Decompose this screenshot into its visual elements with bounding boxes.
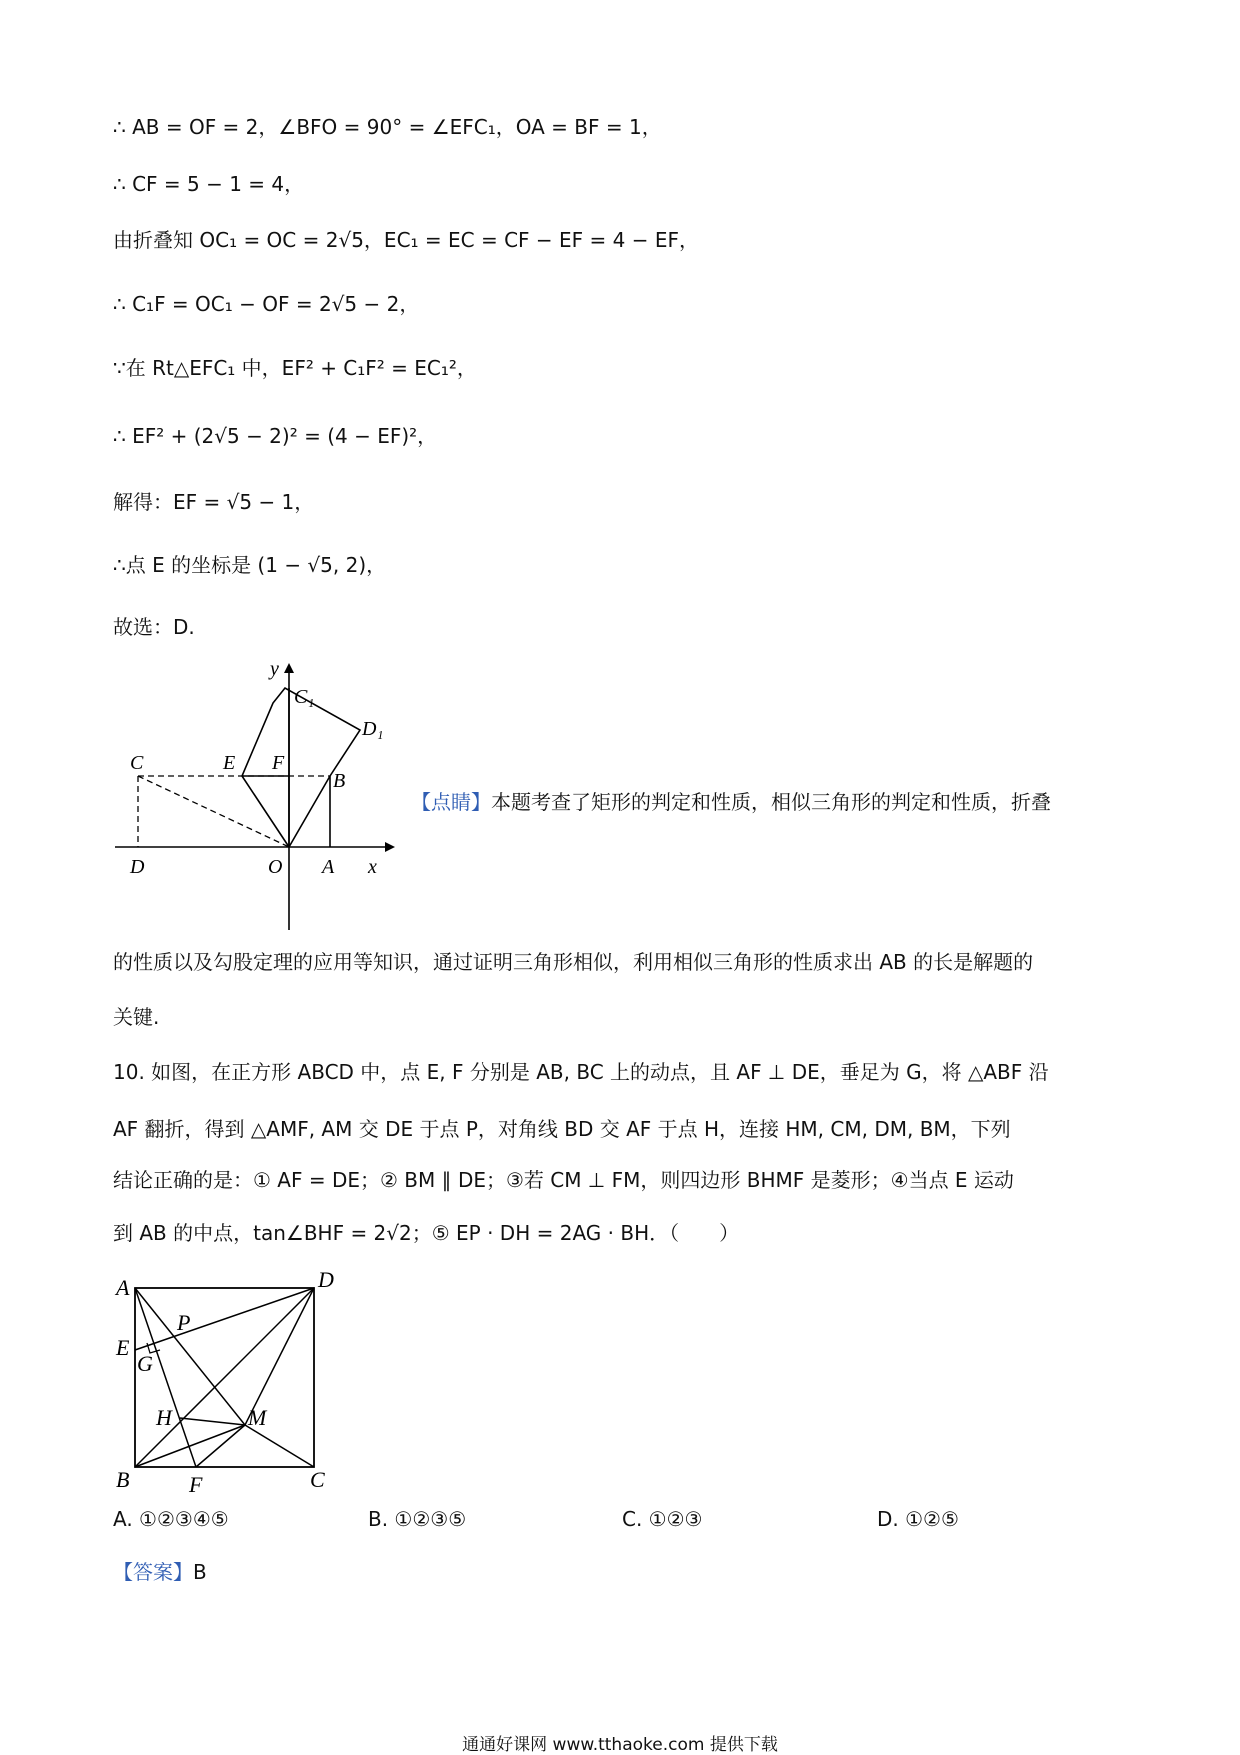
option-c: C. ①②③ bbox=[622, 1507, 703, 1531]
answer-value: B bbox=[193, 1560, 207, 1584]
label-c1: C₁ bbox=[294, 686, 315, 708]
solution-line-9: 故选：D. bbox=[113, 615, 195, 639]
segment-cm bbox=[245, 1425, 314, 1467]
option-a: A. ①②③④⑤ bbox=[113, 1507, 229, 1531]
label-e: E bbox=[223, 752, 236, 774]
label-x: x bbox=[368, 856, 377, 878]
comment-line-3: 关键. bbox=[113, 1005, 160, 1029]
label-y: y bbox=[270, 658, 279, 680]
comment-text-1: 本题考查了矩形的判定和性质，相似三角形的判定和性质，折叠 bbox=[491, 790, 1051, 814]
label-c: C bbox=[310, 1467, 325, 1492]
figure-coordinate-diagram bbox=[110, 655, 400, 935]
question-line-1: 10. 如图，在正方形 ABCD 中，点 E, F 分别是 AB, BC 上的动点，且 AF ⊥ DE，垂足为 G，将 △ABF 沿 bbox=[113, 1060, 1049, 1084]
label-a: A bbox=[322, 856, 335, 878]
segment-hm bbox=[180, 1418, 245, 1425]
footer-text: 通通好课网 www.tthaoke.com 提供下载 bbox=[462, 1735, 778, 1755]
label-b: B bbox=[333, 770, 346, 792]
folded-shape bbox=[242, 688, 360, 847]
label-c: C bbox=[130, 752, 144, 774]
solution-line-3: 由折叠知 OC₁ = OC = 2√5，EC₁ = EC = CF − EF = 4 − EF， bbox=[113, 228, 699, 252]
option-d: D. ①②⑤ bbox=[877, 1507, 959, 1531]
figure-square-diagram bbox=[110, 1265, 360, 1500]
solution-line-2: ∴ CF = 5 − 1 = 4， bbox=[113, 172, 305, 196]
label-p: P bbox=[177, 1310, 191, 1335]
option-b: B. ①②③⑤ bbox=[368, 1507, 467, 1531]
x-axis-arrow bbox=[385, 842, 395, 852]
comment-line-2: 的性质以及勾股定理的应用等知识，通过证明三角形相似，利用相似三角形的性质求出 AB 的长是解题的 bbox=[113, 950, 1034, 974]
solution-line-1: ∴ AB = OF = 2，∠BFO = 90° = ∠EFC₁，OA = BF = 1， bbox=[113, 115, 662, 139]
solution-line-4: ∴ C₁F = OC₁ − OF = 2√5 − 2， bbox=[113, 292, 420, 316]
question-line-2: AF 翻折，得到 △AMF, AM 交 DE 于点 P，对角线 BD 交 AF 于点 H，连接 HM, CM, DM, BM，下列 bbox=[113, 1117, 1011, 1141]
label-d: D bbox=[318, 1267, 334, 1292]
label-m: M bbox=[248, 1405, 267, 1430]
label-g: G bbox=[137, 1351, 153, 1376]
comment-line-1 bbox=[411, 786, 1051, 815]
label-d: D bbox=[130, 856, 145, 878]
segment-bm bbox=[135, 1425, 245, 1467]
label-h: H bbox=[156, 1405, 172, 1430]
solution-line-7: 解得：EF = √5 − 1， bbox=[113, 490, 315, 514]
segment-fm bbox=[196, 1425, 245, 1467]
question-line-4: 到 AB 的中点，tan∠BHF = 2√2；⑤ EP · DH = 2AG · BH．（ ） bbox=[113, 1221, 740, 1245]
label-f: F bbox=[272, 752, 285, 774]
label-b: B bbox=[116, 1467, 130, 1492]
label-d1: D₁ bbox=[362, 718, 384, 740]
solution-line-5: ∵在 Rt△EFC₁ 中，EF² + C₁F² = EC₁²， bbox=[113, 356, 477, 380]
comment-tag: 【点睛】 bbox=[411, 790, 491, 814]
solution-line-8: ∴点 E 的坐标是 (1 − √5, 2)， bbox=[113, 553, 387, 577]
label-a: A bbox=[116, 1275, 130, 1300]
label-e: E bbox=[116, 1335, 130, 1360]
y-axis-arrow bbox=[284, 663, 294, 673]
label-f: F bbox=[189, 1472, 203, 1497]
answer-tag: 【答案】 bbox=[113, 1560, 193, 1584]
question-line-3: 结论正确的是：① AF = DE；② BM ∥ DE；③若 CM ⊥ FM，则四边形 BHMF 是菱形；④当点 E 运动 bbox=[113, 1168, 1014, 1192]
label-o: O bbox=[268, 856, 283, 878]
answer-line bbox=[113, 1556, 207, 1585]
solution-line-6: ∴ EF² + (2√5 − 2)² = (4 − EF)²， bbox=[113, 424, 438, 448]
segment-bd bbox=[135, 1288, 314, 1467]
